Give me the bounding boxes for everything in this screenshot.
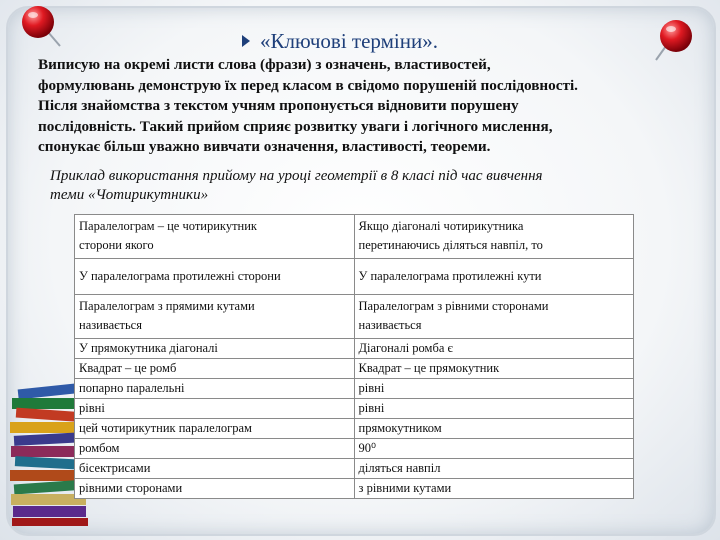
table-row <box>75 379 634 399</box>
term-text: Якщо діагоналі чотирикутника <box>358 219 524 233</box>
term-text: Паралелограм з рівними сторонами <box>358 299 549 313</box>
term-card-left[interactable] <box>75 419 355 439</box>
term-text: рівні <box>358 381 385 395</box>
intro-line: формулювань демонструю їх перед класом в свідомо порушеній послідовності. <box>38 76 578 94</box>
red-pushpin-icon <box>18 2 64 48</box>
table-row <box>75 399 634 419</box>
term-text: Паралелограм – це чотирикутник <box>79 219 257 233</box>
intro-line: Виписую на окремі листи слова (фрази) з означень, властивостей, <box>38 56 491 73</box>
term-card-right[interactable] <box>354 479 634 499</box>
term-card-left[interactable] <box>75 295 355 339</box>
term-text: називається <box>358 318 422 332</box>
term-text: Квадрат – це ромб <box>79 361 177 375</box>
term-card-right[interactable] <box>354 259 634 295</box>
table-row <box>75 295 634 339</box>
term-text: рівними сторонами <box>79 481 183 495</box>
intro-line: Після знайомства з текстом учням пропонується відновити порушену <box>38 97 519 114</box>
term-text: У паралелограма протилежні сторони <box>79 269 281 283</box>
term-text: прямокутником <box>358 421 442 435</box>
term-text: рівні <box>358 401 385 415</box>
term-card-right[interactable] <box>354 295 634 339</box>
term-card-left[interactable] <box>75 339 355 359</box>
term-text: рівні <box>79 401 105 415</box>
example-line: Приклад використання прийому на уроці геометрії в 8 класі під час вивчення <box>50 168 543 184</box>
example-caption <box>50 167 690 205</box>
term-text: ромбом <box>79 441 120 455</box>
term-text: називається <box>79 318 142 332</box>
term-card-left[interactable] <box>75 459 355 479</box>
term-card-left[interactable] <box>75 399 355 419</box>
table-row <box>75 339 634 359</box>
term-card-left[interactable] <box>75 259 355 295</box>
term-text: сторони якого <box>79 238 154 252</box>
terms-table <box>74 214 634 499</box>
term-text: 90⁰ <box>358 441 377 455</box>
term-text: попарно паралельні <box>79 381 185 395</box>
slide-title-text: «Ключові терміни». <box>260 28 438 53</box>
term-text: перетинаючись діляться навпіл, то <box>358 238 543 252</box>
slide-title <box>242 28 438 54</box>
term-card-right[interactable] <box>354 359 634 379</box>
table-row <box>75 439 634 459</box>
term-card-right[interactable] <box>354 379 634 399</box>
term-text: Діагоналі ромба є <box>358 341 453 355</box>
term-card-left[interactable] <box>75 379 355 399</box>
table-row <box>75 359 634 379</box>
table-row <box>75 259 634 295</box>
term-text: з рівними кутами <box>358 481 452 495</box>
example-line: теми «Чотирикутники» <box>50 187 209 203</box>
term-card-left[interactable] <box>75 359 355 379</box>
term-text: цей чотирикутник паралелограм <box>79 421 252 435</box>
bullet-arrow-icon <box>242 35 250 47</box>
term-card-left[interactable] <box>75 439 355 459</box>
term-card-right[interactable] <box>354 399 634 419</box>
term-text: бісектрисами <box>79 461 151 475</box>
term-card-right[interactable] <box>354 419 634 439</box>
term-text: У паралелограма протилежні кути <box>358 269 542 283</box>
intro-line: спонукає більш уважно вивчати означення, властивості, теореми. <box>38 138 491 155</box>
term-text: У прямокутника діагоналі <box>79 341 218 355</box>
term-card-right[interactable] <box>354 459 634 479</box>
table-row <box>75 479 634 499</box>
table-row <box>75 459 634 479</box>
table-row <box>75 419 634 439</box>
term-text: Паралелограм з прямими кутами <box>79 299 255 313</box>
term-card-left[interactable] <box>75 215 355 259</box>
intro-line: послідовність. Такий прийом сприяє розвитку уваги і логічного мислення, <box>38 117 553 135</box>
term-card-right[interactable] <box>354 215 634 259</box>
term-text: діляться навпіл <box>358 461 441 475</box>
term-card-right[interactable] <box>354 339 634 359</box>
term-card-right[interactable] <box>354 439 634 459</box>
term-card-left[interactable] <box>75 479 355 499</box>
table-row <box>75 215 634 259</box>
intro-paragraph <box>38 55 688 158</box>
term-text: Квадрат – це прямокутник <box>358 361 500 375</box>
